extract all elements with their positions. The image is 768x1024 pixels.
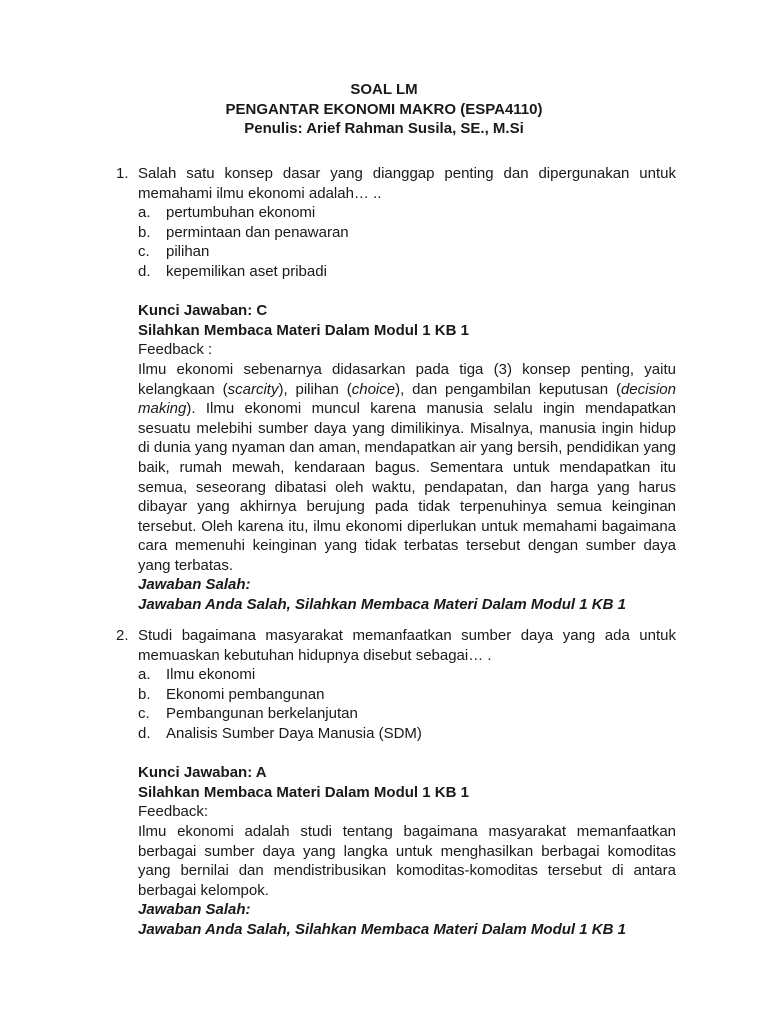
option-letter: a.: [138, 666, 151, 684]
answer-key: Kunci Jawaban: A: [138, 764, 267, 782]
header-author: Penulis: Arief Rahman Susila, SE., M.Si: [244, 120, 524, 137]
question-body: [138, 203, 676, 614]
option-letter: c.: [138, 705, 150, 723]
question-1: [116, 164, 676, 615]
question-text: Studi bagaimana masyarakat memanfaatkan sumber daya yang ada untuk memuaskan kebutuhan hidupnya disebut sebagai… .: [138, 627, 676, 664]
option-a: [138, 665, 676, 685]
wrong-answer-text: Jawaban Anda Salah, Silahkan Membaca Materi Dalam Modul 1 KB 1: [138, 596, 626, 614]
option-d: [138, 262, 676, 282]
option-letter: c.: [138, 243, 150, 261]
option-text: kepemilikan aset pribadi: [166, 262, 327, 280]
option-a: [138, 203, 676, 223]
option-letter: d.: [138, 724, 151, 742]
question-2: [116, 626, 676, 940]
wrong-answer-label: Jawaban Salah:: [138, 901, 251, 919]
term-scarcity: scarcity: [227, 380, 279, 398]
option-letter: d.: [138, 262, 151, 280]
header-title: SOAL LM: [350, 81, 418, 98]
option-d: [138, 724, 676, 744]
module-reference: Silahkan Membaca Materi Dalam Modul 1 KB 1: [138, 321, 469, 339]
question-text: Salah satu konsep dasar yang dianggap penting dan dipergunakan untuk memahami ilmu ekonomi adalah… ..: [138, 165, 676, 202]
option-text: Ilmu ekonomi: [166, 666, 256, 684]
option-text: Ekonomi pembangunan: [166, 685, 325, 703]
option-letter: b.: [138, 223, 151, 241]
question-number: 2.: [116, 627, 129, 644]
question-number: 1.: [116, 165, 129, 182]
feedback-text: Ilmu ekonomi sebenarnya didasarkan pada tiga (3) konsep penting, yaitu kelangkaan (scarcity), pilihan (choice), dan pengambilan keputusan (decision making). Ilmu ekonomi muncul karena manusia selalu ingin mendapatkan sesuatu melebihi sumber daya yang dimilikinya. Misalnya, manusia ingin hidup di dunia yang nyaman dan aman, mendapatkan air yang bersih, pendidikan yang baik, rumah mewah, kendaraan bagus. Sementara untuk mendapatkan itu semua, seseorang dibatasi oleh waktu, pendapatan, dan harga yang harus dibayar yang akhirnya berujung pada tidak terpenuhinya semua keinginan tersebut. Oleh karena itu, ilmu ekonomi diperlukan untuk memahami bagaimana cara memenuhi keinginan yang tidak terbatas tersebut dengan sumber daya yang terbatas.: [138, 360, 676, 574]
option-c: [138, 704, 676, 724]
wrong-answer-text: Jawaban Anda Salah, Silahkan Membaca Materi Dalam Modul 1 KB 1: [138, 920, 626, 938]
wrong-answer-label: Jawaban Salah:: [138, 576, 251, 594]
option-text: Analisis Sumber Daya Manusia (SDM): [166, 724, 422, 742]
header-course: PENGANTAR EKONOMI MAKRO (ESPA4110): [225, 100, 543, 118]
term-choice: choice: [351, 380, 396, 398]
option-text: pertumbuhan ekonomi: [166, 204, 316, 222]
question-body: [138, 665, 676, 939]
feedback-label: Feedback :: [138, 341, 213, 359]
option-c: [138, 242, 676, 262]
document-header: [0, 80, 768, 139]
option-b: [138, 223, 676, 243]
term-decision-making: decision making: [138, 380, 676, 418]
option-letter: a.: [138, 204, 151, 222]
option-letter: b.: [138, 685, 151, 703]
option-text: pilihan: [166, 243, 210, 261]
option-text: Pembangunan berkelanjutan: [166, 705, 358, 723]
answer-key: Kunci Jawaban: C: [138, 302, 268, 320]
feedback-label: Feedback:: [138, 803, 209, 821]
module-reference: Silahkan Membaca Materi Dalam Modul 1 KB 1: [138, 783, 469, 801]
feedback-text: Ilmu ekonomi adalah studi tentang bagaimana masyarakat memanfaatkan berbagai sumber daya yang langka untuk menghasilkan berbagai komoditas yang bernilai dan mendistribusikan komoditas-komoditas tersebut di antara berbagai kelompok.: [138, 822, 676, 899]
option-text: permintaan dan penawaran: [166, 223, 349, 241]
option-b: [138, 685, 676, 705]
